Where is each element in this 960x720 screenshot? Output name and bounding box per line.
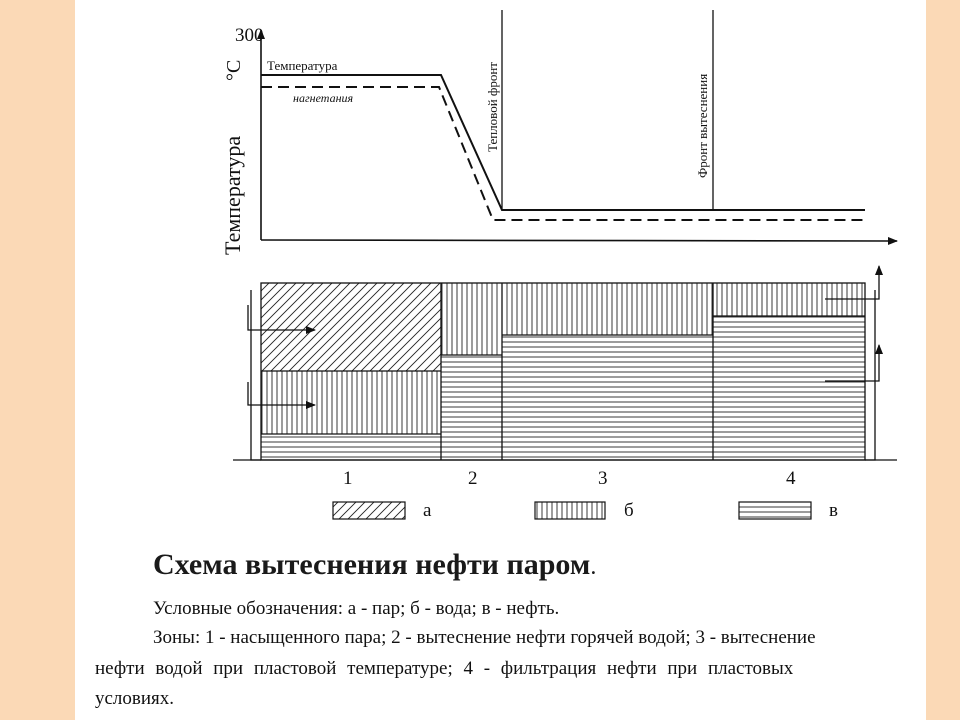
legend bbox=[333, 500, 838, 521]
caption-zones-line2: нефти водой при пластовой температуре; 4 - фильтрация нефти при пластовых bbox=[95, 658, 794, 679]
y-axis-unit: °С bbox=[223, 59, 245, 81]
production-well bbox=[865, 290, 875, 460]
zone-number-4: 4 bbox=[786, 468, 796, 489]
legend-label-c: в bbox=[829, 500, 838, 521]
caption-title: Схема вытеснения нефти паром. bbox=[153, 548, 597, 581]
injection-well bbox=[251, 290, 261, 460]
legend-swatch-steam bbox=[333, 502, 405, 519]
zone-number-2: 2 bbox=[468, 468, 478, 489]
caption-zones-line3: условиях. bbox=[95, 688, 175, 709]
zone-number-1: 1 bbox=[343, 468, 353, 489]
displacement-front-label: Фронт вытеснения bbox=[695, 73, 710, 178]
legend-swatch-oil bbox=[739, 502, 811, 519]
legend-label-b: б bbox=[624, 500, 634, 521]
temperature-chart bbox=[220, 10, 897, 255]
x-axis bbox=[261, 240, 897, 241]
reservoir-schematic bbox=[233, 266, 897, 489]
legend-label-a: а bbox=[423, 500, 432, 521]
zone1-oil bbox=[261, 434, 441, 460]
zone2-oil bbox=[441, 355, 502, 460]
slide-sheet bbox=[75, 0, 926, 720]
temperature-dashed-line bbox=[261, 87, 865, 220]
caption-legend-text: Условные обозначения: а - пар; б - вода; в - нефть. bbox=[153, 598, 560, 619]
label-injection: нагнетания bbox=[293, 91, 354, 105]
legend-swatch-water bbox=[535, 502, 605, 519]
heat-front-label: Тепловой фронт bbox=[485, 62, 500, 152]
zone-number-3: 3 bbox=[598, 468, 608, 489]
label-temperature: Температура bbox=[267, 58, 338, 73]
caption-zones-line1: Зоны: 1 - насыщенного пара; 2 - вытеснение нефти горячей водой; 3 - вытеснение bbox=[153, 627, 816, 648]
zone3-oil bbox=[502, 335, 713, 460]
zone1-water bbox=[261, 371, 441, 434]
y-axis-title: Температура bbox=[220, 135, 245, 255]
zone1-steam bbox=[261, 283, 441, 371]
y-axis-max-label: 300 bbox=[235, 25, 264, 46]
zone4-oil bbox=[713, 316, 865, 460]
zone2-water bbox=[441, 283, 502, 355]
zone3-water bbox=[502, 283, 713, 335]
